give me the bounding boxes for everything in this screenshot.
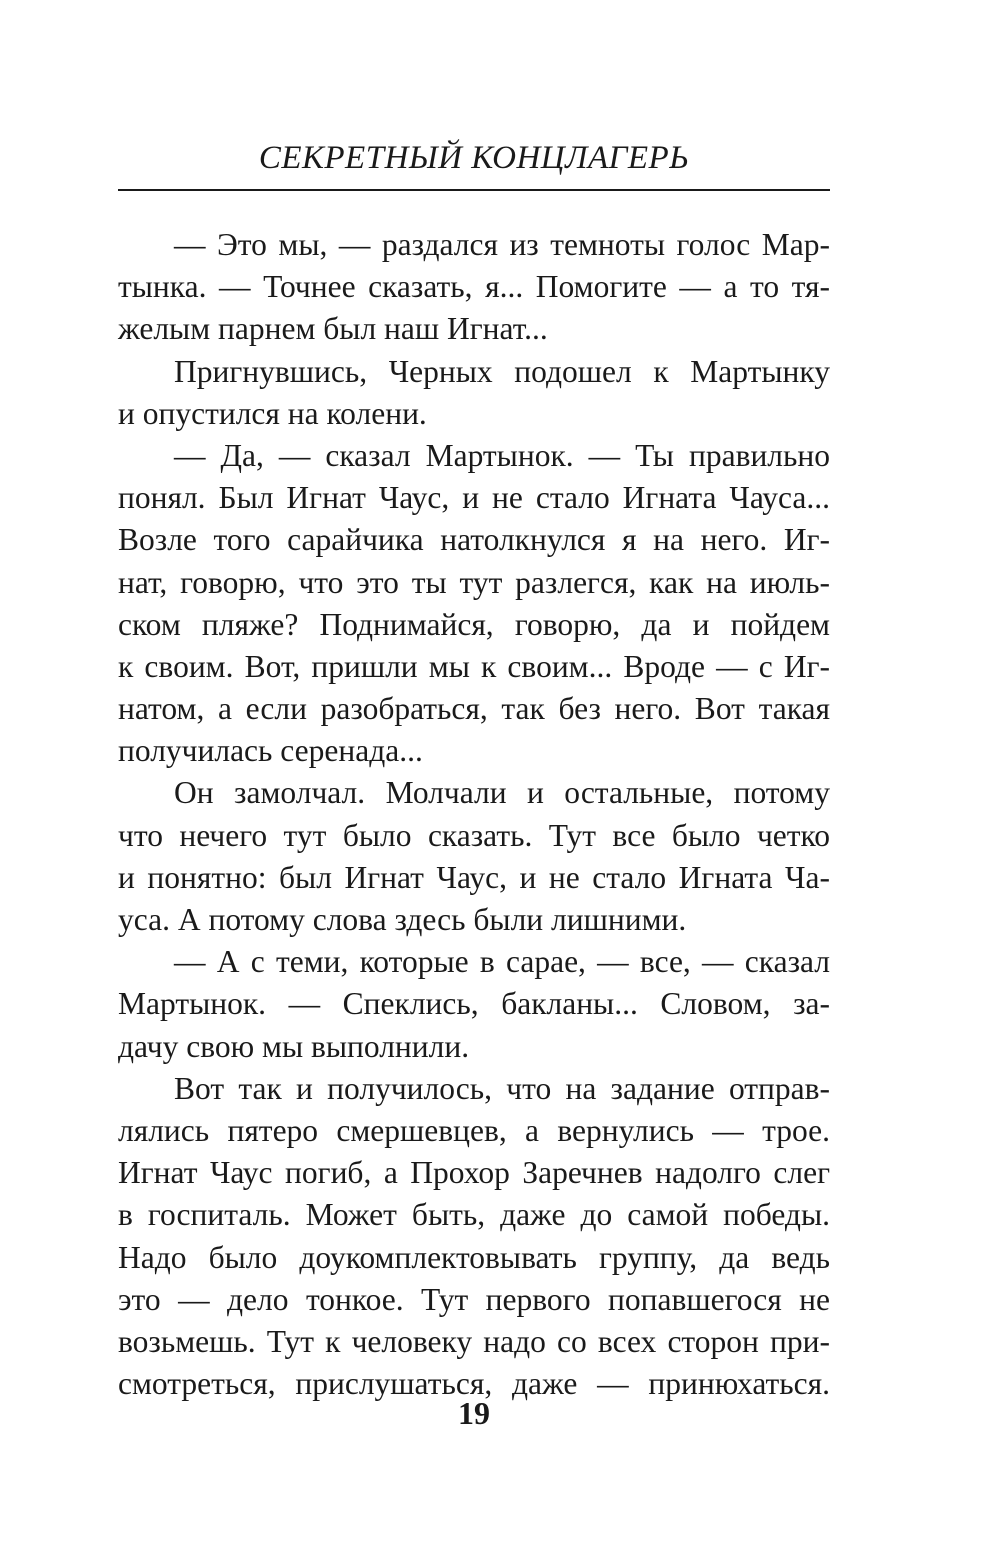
text-line: — Да, — сказал Мартынок. — Ты правильно (174, 437, 830, 473)
text-line: дачу свою мы выполнили. (118, 1028, 470, 1064)
text-line: смотреться, прислушаться, даже — принюхаться. (118, 1366, 830, 1402)
text-line: Надо было доукомплектовывать группу, да ведь (118, 1239, 830, 1275)
page-number: 19 (458, 1395, 490, 1431)
header-rule (118, 189, 830, 191)
text-line: тынка. — Точнее сказать, я... Помогите — а то тя- (118, 269, 830, 305)
text-line: и опустился на колени. (118, 395, 427, 431)
text-line: Игнат Чаус погиб, а Прохор Заречнев надолго слег (118, 1155, 830, 1191)
text-line: Вот так и получилось, что на задание отправ- (174, 1070, 830, 1106)
text-line: уса. А потому слова здесь были лишними. (118, 902, 687, 937)
text-line: лялись пятеро смершевцев, а вернулись — трое. (118, 1112, 830, 1148)
running-head-title: СЕКРЕТНЫЙ КОНЦЛАГЕРЬ (258, 140, 690, 176)
text-line: в госпиталь. Может быть, даже до самой победы. (118, 1197, 830, 1233)
text-line: натом, а если разобраться, так без него. Вот такая (118, 691, 830, 727)
body-text (118, 224, 830, 1405)
text-line: Он замолчал. Молчали и остальные, потому (174, 775, 830, 811)
text-line: возьмешь. Тут к человеку надо со всех сторон при- (118, 1323, 830, 1359)
text-line: что нечего тут было сказать. Тут все было четко (118, 817, 830, 853)
text-line: понял. Был Игнат Чаус, и не стало Игната Чауса... (118, 480, 830, 516)
text-line: Мартынок. — Спеклись, бакланы... Словом, за- (118, 986, 830, 1022)
text-line: ском пляже? Поднимайся, говорю, да и пойдем (118, 606, 830, 642)
text-line: — А с теми, которые в сарае, — все, — сказал (174, 944, 830, 980)
text-line: к своим. Вот, пришли мы к своим... Вроде — с Иг- (118, 648, 830, 684)
text-line: это — дело тонкое. Тут первого попавшегося не (118, 1281, 830, 1317)
text-line: и понятно: был Игнат Чаус, и не стало Игната Ча- (118, 859, 830, 895)
text-line: Возле того сарайчика натолкнулся я на него. Иг- (118, 522, 830, 558)
text-line: — Это мы, — раздался из темноты голос Мар- (174, 227, 830, 262)
text-line: желым парнем был наш Игнат... (118, 311, 548, 347)
text-line: получилась серенада... (118, 733, 423, 769)
text-line: нат, говорю, что это ты тут разлегся, как на июль- (118, 564, 830, 600)
text-line: Пригнувшись, Черных подошел к Мартынку (174, 353, 830, 389)
